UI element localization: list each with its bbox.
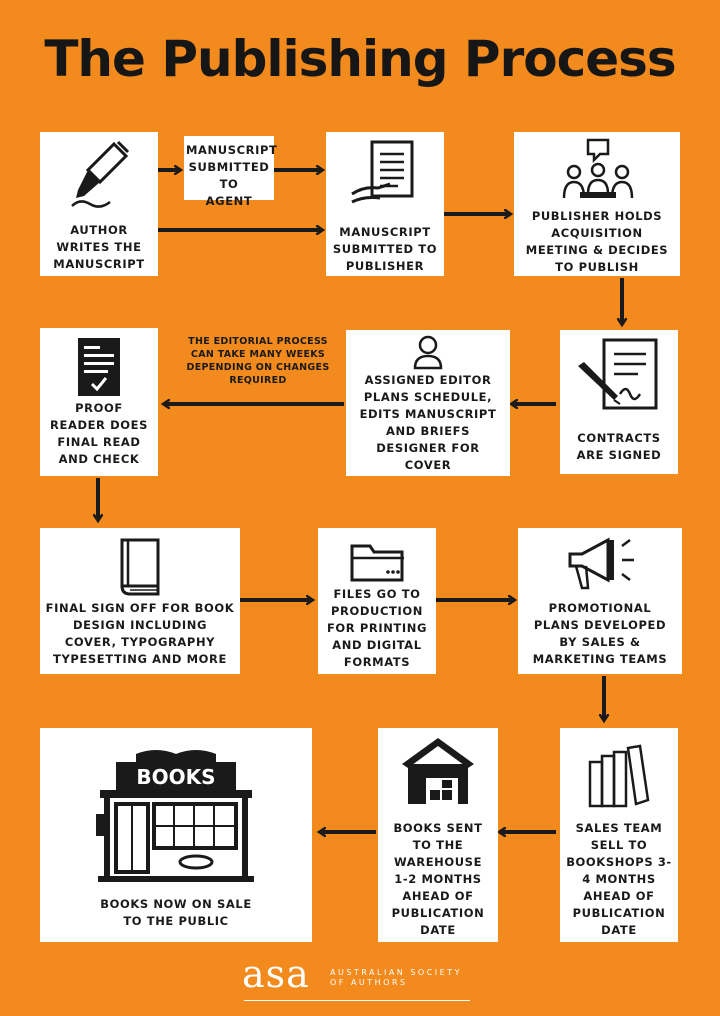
step-signoff	[40, 528, 240, 674]
step-acquisition-label: PUBLISHER HOLDS ACQUISITION MEETING & DECIDES TO PUBLISH	[525, 209, 669, 274]
step-author	[40, 132, 158, 276]
step-acquisition	[514, 132, 680, 276]
document-hand-icon	[350, 138, 420, 214]
step-editor	[346, 330, 510, 476]
checklist-document-icon	[74, 336, 124, 398]
step-contracts-label: CONTRACTS ARE SIGNED	[576, 431, 662, 462]
step-onsale	[40, 728, 312, 942]
step-warehouse-label: BOOKS SENT TO THE WAREHOUSE 1-2 MONTHS AHEAD OF PUBLICATION DATE	[391, 821, 485, 937]
warehouse-icon	[400, 734, 476, 808]
step-promo	[518, 528, 682, 674]
fountain-pen-icon	[70, 140, 130, 210]
editorial-note: THE EDITORIAL PROCESS CAN TAKE MANY WEEKS DEPENDING ON CHANGES REQUIRED	[186, 336, 330, 386]
asa-logo-mark: asa	[242, 952, 310, 996]
signed-contract-icon	[574, 336, 664, 418]
step-contracts	[560, 330, 678, 474]
step-warehouse	[378, 728, 498, 942]
bookshop-sign: BOOKS	[136, 765, 216, 789]
step-onsale-label: BOOKS NOW ON SALE TO THE PUBLIC	[100, 897, 252, 928]
step-editor-label: ASSIGNED EDITOR PLANS SCHEDULE, EDITS MANUSCRIPT AND BRIEFS DESIGNER FOR COVER	[359, 373, 497, 472]
books-stack-icon	[586, 742, 652, 808]
folder-icon	[348, 538, 408, 584]
step-publisher-label: MANUSCRIPT SUBMITTED TO PUBLISHER	[332, 225, 438, 273]
asa-logo-name: AUSTRALIAN SOCIETY OF AUTHORS	[330, 968, 462, 987]
meeting-people-icon	[558, 136, 638, 208]
step-proof	[40, 328, 158, 476]
step-agent	[184, 136, 278, 208]
step-production	[318, 528, 436, 674]
step-agent-label: MANUSCRIPT SUBMITTED TO AGENT	[186, 143, 278, 208]
step-signoff-label: FINAL SIGN OFF FOR BOOK DESIGN INCLUDING COVER, TYPOGRAPHY TYPESETTING AND MORE	[45, 601, 235, 666]
step-sales-label: SALES TEAM SELL TO BOOKSHOPS 3- 4 MONTHS AHEAD OF PUBLICATION DATE	[566, 821, 672, 937]
step-production-label: FILES GO TO PRODUCTION FOR PRINTING AND DIGITAL FORMATS	[326, 587, 428, 669]
step-promo-label: PROMOTIONAL PLANS DEVELOPED BY SALES & MARKETING TEAMS	[532, 601, 668, 666]
megaphone-icon	[564, 532, 638, 594]
step-publisher	[326, 132, 444, 276]
step-author-label: AUTHOR WRITES THE MANUSCRIPT	[53, 223, 145, 271]
step-proof-label: PROOF READER DOES FINAL READ AND CHECK	[50, 401, 148, 466]
bookshop-icon	[96, 744, 256, 884]
person-icon	[412, 334, 444, 370]
book-icon	[116, 536, 164, 598]
page-title: The Publishing Process	[44, 30, 676, 88]
step-sales	[560, 728, 678, 942]
logo-underline	[244, 1000, 470, 1001]
